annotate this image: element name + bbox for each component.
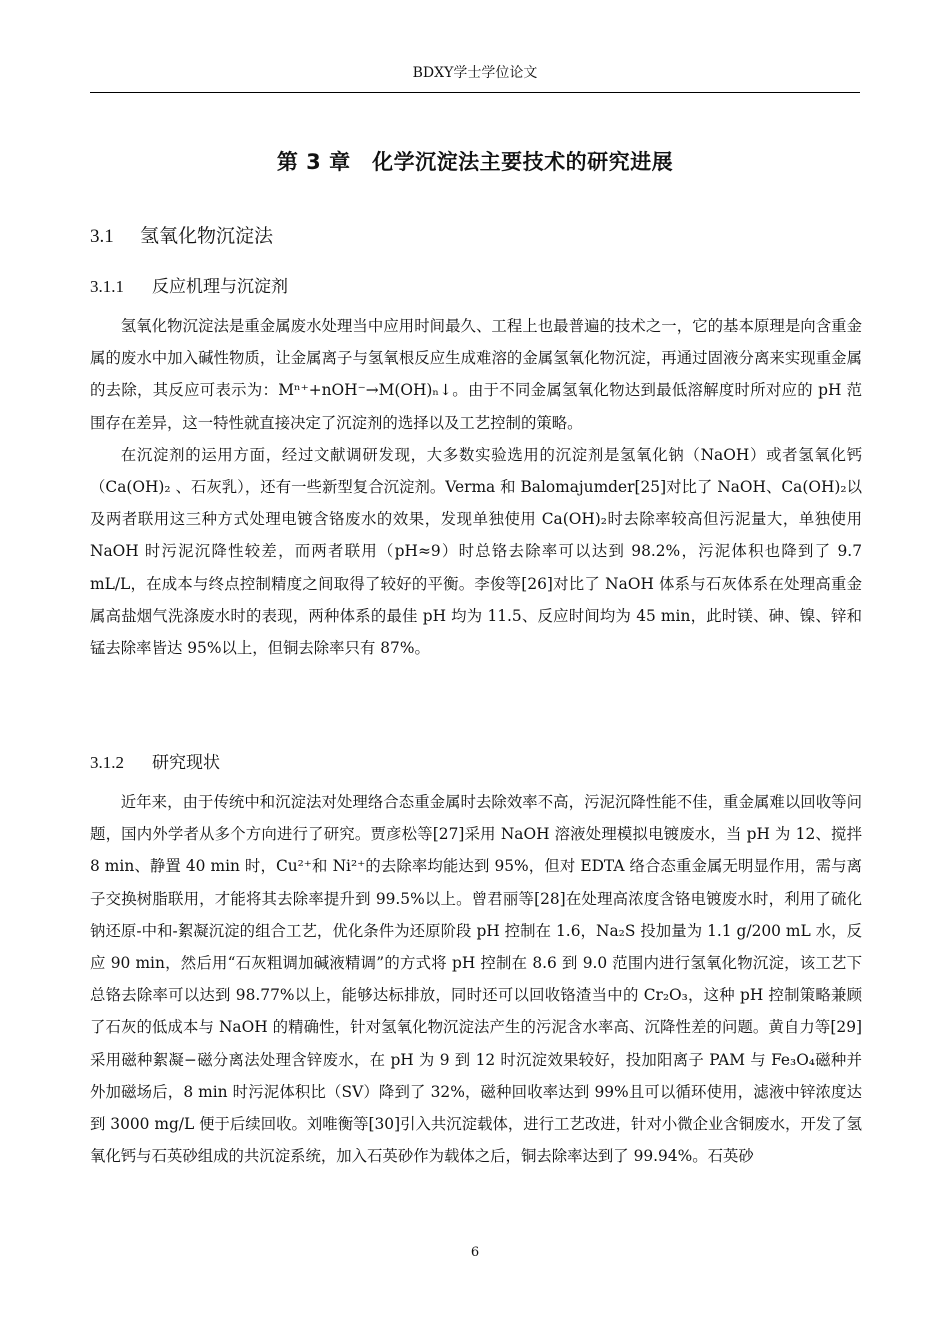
subsection-heading-2 bbox=[90, 748, 220, 773]
page-header bbox=[90, 62, 860, 93]
subsection-title: 研究现状 bbox=[152, 753, 220, 773]
section-title: 氢氧化物沉淀法 bbox=[140, 225, 274, 247]
body-block-2 bbox=[90, 786, 862, 1172]
page-footer bbox=[0, 1245, 950, 1260]
header-title: BDXY学士学位论文 bbox=[412, 65, 538, 81]
section-number: 3.1 bbox=[90, 226, 114, 247]
paragraph: 在沉淀剂的运用方面，经过文献调研发现，大多数实验选用的沉淀剂是氢氧化钠（NaOH）或者氢氧化钙（Ca(OH)₂ 、石灰乳），还有一些新型复合沉淀剂。Verma 和 Balomajumder[25]对比了 NaOH、Ca(OH)₂以及两者联用这三种方式处理电镀含铬废水的效果，发现单独使用 Ca(OH)₂时去除率较高但污泥量大，单独使用 NaOH 时污泥沉降性较差，而两者联用（pH≈9）时总铬去除率可以达到 98.2%，污泥体积也降到了 9.7 mL/L，在成本与终点控制精度之间取得了较好的平衡。李俊等[26]对比了 NaOH 体系与石灰体系在处理高重金属高盐烟气洗涤废水时的表现，两种体系的最佳 pH 均为 11.5、反应时间均为 45 min，此时镁、砷、镍、锌和锰去除率皆达 95%以上，但铜去除率只有 87%。 bbox=[90, 445, 862, 658]
subsection-heading-1 bbox=[90, 272, 288, 297]
subsection-number: 3.1.1 bbox=[90, 277, 124, 296]
paragraph: 近年来，由于传统中和沉淀法对处理络合态重金属时去除效率不高，污泥沉降性能不佳，重金属难以回收等问题，国内外学者从多个方向进行了研究。贾彦松等[27]采用 NaOH 溶液处理模拟电镀废水，当 pH 为 12、搅拌 8 min、静置 40 min 时，Cu²⁺和 Ni²⁺的去除率均能达到 95%，但对 EDTA 络合态重金属无明显作用，需与离子交换树脂联用，才能将其去除率提升到 99.5%以上。曾君丽等[28]在处理高浓度含铬电镀废水时，利用了硫化钠还原-中和-絮凝沉淀的组合工艺，优化条件为还原阶段 pH 控制在 1.6，Na₂S 投加量为 1.1 g/200 mL 水，反应 90 min，然后用“石灰粗调加碱液精调”的方式将 pH 控制在 8.6 到 9.0 范围内进行氢氧化物沉淀，该工艺下总铬去除率可以达到 98.77%以上，能够达标排放，同时还可以回收铬渣当中的 Cr₂O₃，这种 pH 控制策略兼顾了石灰的低成本与 NaOH 的精确性，针对氢氧化物沉淀法产生的污泥含水率高、沉降性差的问题。黄自力等[29]采用磁种絮凝−磁分离法处理含锌废水，在 pH 为 9 到 12 时沉淀效果较好，投加阳离子 PAM 与 Fe₃O₄磁种并外加磁场后，8 min 时污泥体积比（SV）降到了 32%，磁种回收率达到 99%且可以循环使用，滤液中锌浓度达到 3000 mg/L 便于后续回收。刘唯衡等[30]引入共沉淀载体，进行工艺改进，针对小微企业含铜废水，开发了氢氧化钙与石英砂组成的共沉淀系统，加入石英砂作为载体之后，铜去除率达到了 99.94%。石英砂 bbox=[90, 793, 862, 1166]
subsection-number: 3.1.2 bbox=[90, 753, 124, 772]
section-heading bbox=[90, 221, 273, 248]
chapter-title: 第 3 章 化学沉淀法主要技术的研究进展 bbox=[276, 150, 674, 174]
paragraph: 氢氧化物沉淀法是重金属废水处理当中应用时间最久、工程上也最普遍的技术之一，它的基本原理是向含重金属的废水中加入碱性物质，让金属离子与氢氧根反应生成难溶的金属氢氧化物沉淀，再通过固液分离来实现重金属的去除，其反应可表示为：Mⁿ⁺+nOH⁻→M(OH)ₙ↓。由于不同金属氢氧化物达到最低溶解度时所对应的 pH 范围存在差异，这一特性就直接决定了沉淀剂的选择以及工艺控制的策略。 bbox=[90, 317, 862, 432]
subsection-title: 反应机理与沉淀剂 bbox=[152, 277, 288, 297]
body-block-1 bbox=[90, 310, 862, 664]
page-number: 6 bbox=[470, 1245, 480, 1260]
